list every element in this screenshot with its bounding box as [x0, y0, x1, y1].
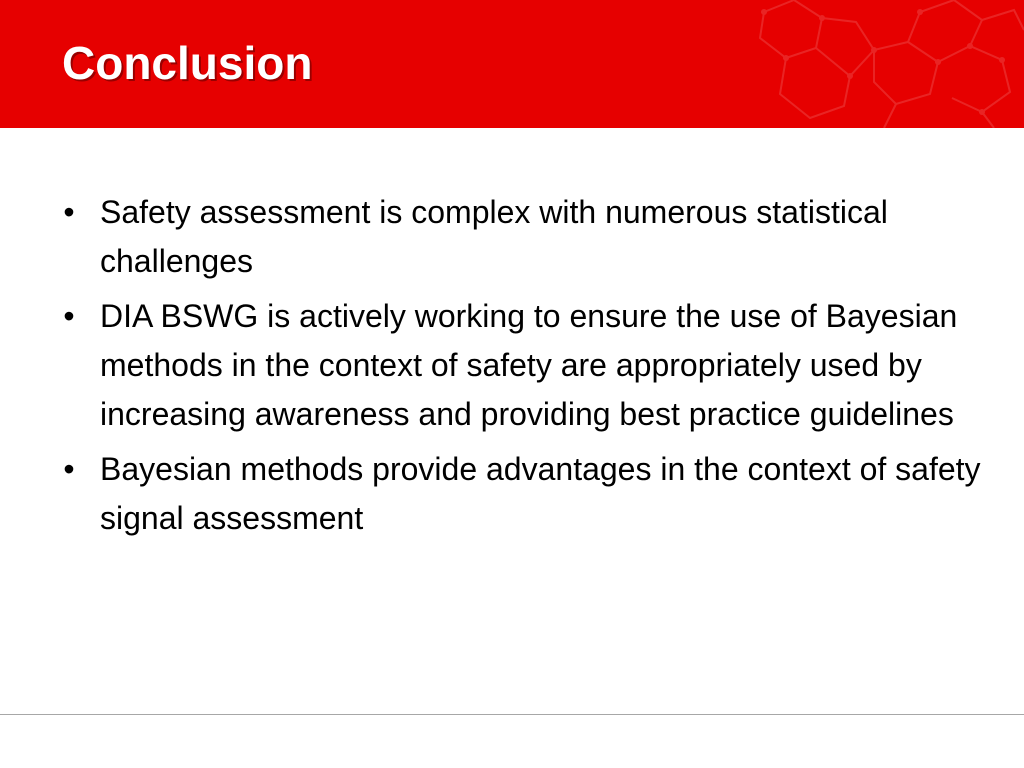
- slide-title: Conclusion: [62, 37, 313, 89]
- bullet-text: DIA BSWG is actively working to ensure the use of Bayesian methods in the context of safety are appropriately used by increasing awareness and providing best practice guidelines: [100, 298, 958, 432]
- molecular-network-pattern: [724, 0, 1024, 128]
- bullet-icon: •: [63, 298, 75, 334]
- slide-content: [52, 188, 992, 549]
- bullet-text: Bayesian methods provide advantages in the context of safety signal assessment: [100, 451, 981, 536]
- bullet-text: Safety assessment is complex with numerous statistical challenges: [100, 194, 888, 279]
- conclusion-bullet-list: [52, 188, 992, 543]
- bullet-item-bayesian-methods: [52, 445, 992, 543]
- slide-header: [0, 0, 1024, 128]
- bullet-icon: •: [63, 451, 75, 487]
- bullet-item-safety-assessment: [52, 188, 992, 286]
- footer-divider: [0, 714, 1024, 715]
- bullet-icon: •: [63, 194, 75, 230]
- bullet-item-dia-bswg: [52, 292, 992, 439]
